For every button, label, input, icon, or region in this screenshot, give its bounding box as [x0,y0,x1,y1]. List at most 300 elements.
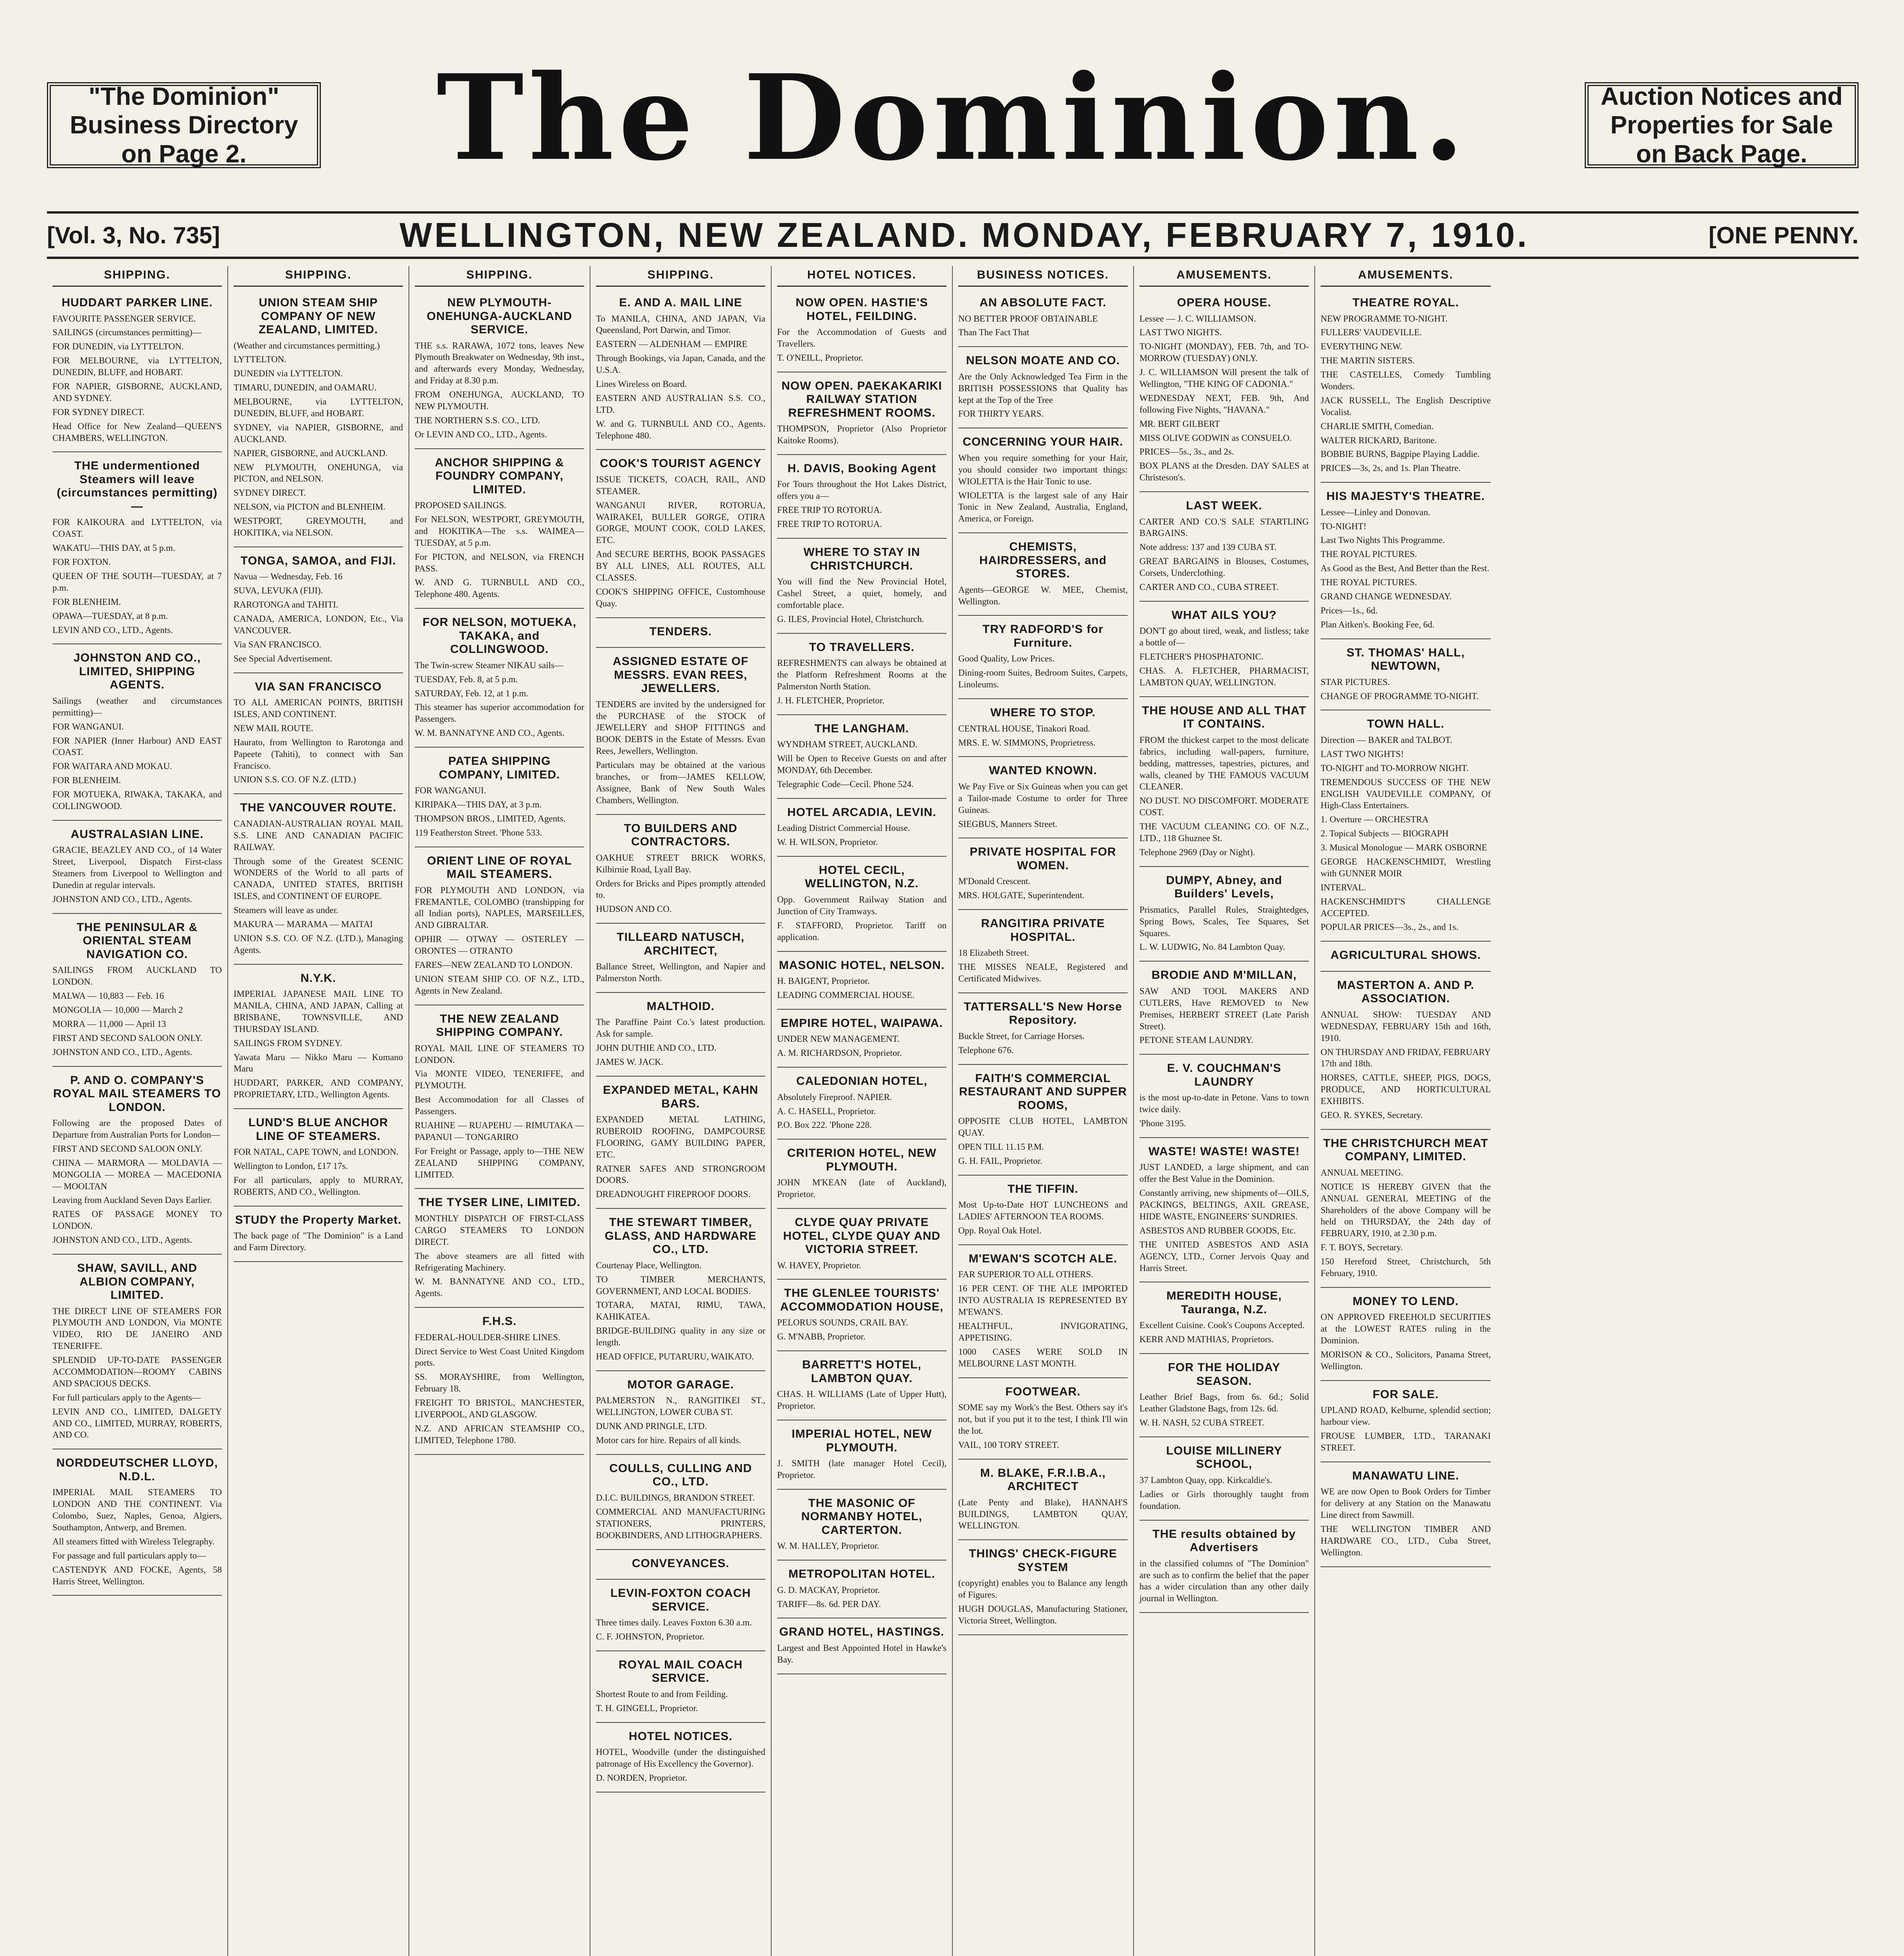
advertisement-title: METROPOLITAN HOTEL. [788,1568,936,1581]
advertisement-title: FOR THE HOLIDAY SEASON. [1168,1361,1281,1388]
advertisement-line: NOTICE IS HEREBY GIVEN that the ANNUAL GENERAL MEETING of the Shareholders of the above Company will be held on THURSDAY, the 24th day of FEBRUARY, 1910, at 2.30 p.m. [1321,1181,1491,1239]
advertisement [777,542,947,634]
advertisement-title: RANGITIRA PRIVATE HOSPITAL. [981,917,1105,944]
advertisement-line: Via SAN FRANCISCO. [234,639,322,649]
advertisement-title: OPERA HOUSE. [1177,296,1271,309]
advertisement-line: FOR PLYMOUTH AND LONDON, via FREMANTLE, COLOMBO (transhipping for all Indian ports), NAPLES, MARSEILLES, AND GIBRALTAR. [415,885,584,930]
advertisement [1321,1291,1491,1381]
advertisement-line: in the classified columns of "The Dominion" are such as to confirm the belief that the paper has a wider circulation than any other daily journal in Wellington. [1139,1558,1309,1604]
advertisement-line: Lessee — J. C. WILLIAMSON. [1139,313,1256,324]
advertisement-title: THE TYSER LINE, LIMITED. [418,1196,581,1209]
advertisement-line: Haurato, from Wellington to Rarotonga and Papeete (Tahiti), to connect with San Francisco. [234,737,403,771]
advertisement-line: FOR DUNEDIN, via LYTTELTON. [52,342,184,352]
advertisement-line: GRAND CHANGE WEDNESDAY. [1321,591,1452,602]
advertisement [234,676,403,795]
advertisement [958,292,1128,347]
advertisement-line: As Good as the Best, And Better than the Rest. [1321,563,1490,573]
advertisement-line: Buckle Street, for Carriage Horses. [958,1031,1085,1041]
masthead [47,35,1859,200]
advertisement-line: HOTEL, Woodville (under the distinguished patronage of His Excellency the Governor). [596,1747,765,1769]
advertisement-title: NOW OPEN. HASTIE'S HOTEL, FEILDING. [795,296,928,323]
advertisement [1321,975,1491,1130]
advertisement-line: SAW AND TOOL MAKERS AND CUTLERS, Have REMOVED to New Premises, HERBERT STREET (Late Parish Street). [1139,986,1309,1031]
advertisement-line: CARTER AND CO., CUBA STREET. [1139,582,1279,592]
advertisement-line: WE are now Open to Book Orders for Timber for delivery at any Station on the Manawatu Line direct from Sawmill. [1321,1487,1491,1520]
advertisement-line: THE ROYAL PICTURES. [1321,577,1417,588]
advertisement [777,802,947,857]
advertisement-line: 150 Hereford Street, Christchurch, 5th February, 1910. [1321,1257,1491,1278]
advertisement-title: FOOTWEAR. [1005,1385,1081,1398]
advertisement-line: SAILINGS FROM AUCKLAND TO LONDON. [52,965,222,987]
advertisement-title: COOK'S TOURIST AGENCY [599,457,762,470]
advertisement-line: W. M. BANNATYNE AND CO., Agents. [415,728,565,738]
advertisement [234,1112,403,1206]
advertisement-line: W. AND G. TURNBULL AND CO., Telephone 480. Agents. [415,577,584,599]
advertisement [777,1493,947,1560]
advertisement [958,1543,1128,1635]
advertisement-line: FIRST AND SECOND SALOON ONLY. [52,1033,203,1043]
advertisement-line: Constantly arriving, new shipments of—OILS, PACKINGS, BELTINGS, AXIL GREASE, HIDE WASTE, ENGINEERS' SUNDRIES. [1139,1188,1309,1222]
advertisement-title: THE undermentioned Steamers will leave (circumstances permitting)— [56,459,218,513]
advertisement-line: RAROTONGA and TAHITI. [234,600,338,610]
advertisement [52,824,222,914]
advertisement-line: Shortest Route to and from Feilding. [596,1689,728,1699]
newspaper-title: The Dominion. [436,48,1469,187]
advertisement-title: CLYDE QUAY PRIVATE HOTEL, CLYDE QUAY AND VICTORIA STREET. [783,1216,941,1256]
advertisement [1139,605,1309,697]
advertisement-line: MALWA — 10,883 — Feb. 16 [52,991,164,1001]
advertisement-line: THE DIRECT LINE OF STEAMERS FOR PLYMOUTH AND LONDON, Via MONTE VIDEO, RIO DE JANEIRO AND TENERIFFE. [52,1306,222,1351]
advertisement-title: BRODIE AND M'MILLAN, [1152,969,1297,982]
advertisement-line: Three times daily. Leaves Foxton 6.30 a.m. [596,1618,752,1627]
advertisement-line: (copyright) enables you to Balance any length of Figures. [958,1578,1128,1600]
advertisement-line: FREE TRIP TO ROTORUA. [777,505,882,515]
advertisement-line: You will find the New Provincial Hotel, Cashel Street, a quiet, homely, and comfortable place. [777,577,947,610]
advertisement-line: The Twin-screw Steamer NIKAU sails— [415,660,563,670]
advertisement [1139,1141,1309,1283]
advertisement-title: JOHNSTON AND CO., LIMITED, SHIPPING AGENTS. [73,651,201,692]
advertisement-line: FROM ONEHUNGA, AUCKLAND, TO NEW PLYMOUTH. [415,390,584,411]
advertisement [596,927,765,993]
advertisement-line: ISSUE TICKETS, COACH, RAIL, AND STEAMER. [596,474,765,496]
advertisement-line: SAILINGS FROM SYDNEY. [234,1038,342,1048]
advertisement-line: ANNUAL MEETING. [1321,1167,1404,1178]
advertisement-line: FREE TRIP TO ROTORUA. [777,519,882,529]
advertisement [777,292,947,372]
advertisement-line: HORSES, CATTLE, SHEEP, PIGS, DOGS, PRODUCE, AND HORTICULTURAL EXHIBITS. [1321,1073,1491,1106]
advertisement-title: N.Y.K. [300,971,337,985]
advertisement-line: THE MISSES NEALE, Registered and Certificated Midwives. [958,962,1128,984]
advertisement-line: STAR PICTURES. [1321,677,1390,687]
advertisement [1321,292,1491,483]
advertisement-line: FOR FOXTON. [52,557,111,567]
advertisement [777,1212,947,1280]
advertisement-title: AN ABSOLUTE FACT. [979,296,1107,309]
advertisement-line: JOHNSTON AND CO., LTD., Agents. [52,894,193,904]
advertisement-line: PELORUS SOUNDS, CRAIL BAY. [777,1318,908,1328]
advertisement-title: LUND'S BLUE ANCHOR LINE OF STEAMERS. [248,1116,389,1143]
advertisement-line: THE s.s. RARAWA, 1072 tons, leaves New Plymouth Breakwater on Wednesday, 9th inst., and afterwards every Monday, Wednesday, and Friday at 8.30 p.m. [415,340,584,386]
advertisement-line: A. C. HASELL, Proprietor. [777,1106,876,1116]
advertisement-line: Lines Wireless on Board. [596,379,687,389]
advertisement [596,621,765,648]
columns [47,266,1859,1956]
advertisement-line: Sailings (weather and circumstances permitting)— [52,696,222,717]
advertisement-line: OAKHUE STREET BRICK WORKS, Kilbirnie Road, Lyall Bay. [596,852,765,874]
advertisement-line: FROUSE LUMBER, LTD., TARANAKI STREET. [1321,1431,1491,1453]
advertisement-line: CARTER AND CO.'S SALE STARTLING BARGAINS. [1139,516,1309,538]
advertisement-line: SUVA, LEVUKA (FIJI). [234,586,323,596]
advertisement [1321,945,1491,972]
advertisement-title: ROYAL MAIL COACH SERVICE. [618,1658,743,1685]
advertisement-line: FARES—NEW ZEALAND TO LONDON. [415,960,573,970]
advertisement-line: KERR AND MATHIAS, Proprietors. [1139,1334,1274,1345]
advertisement-line: Plan Aitken's. Booking Fee, 6d. [1321,619,1435,629]
advertisement-title: TRY RADFORD'S for Furniture. [982,623,1104,649]
advertisement-title: MEREDITH HOUSE, Tauranga, N.Z. [1166,1289,1282,1316]
advertisement-line: This steamer has superior accommodation for Passengers. [415,702,584,724]
advertisement-line: When you require something for your Hair, you should consider two important things: WIOLETTA is the Hair Tonic to use. [958,453,1128,486]
advertisement-line: WAKATU—THIS DAY, at 5 p.m. [52,543,175,553]
advertisement-line: LEVIN AND CO., LTD., Agents. [52,625,173,635]
advertisement-line: Will be Open to Receive Guests on and after MONDAY, 6th December. [777,753,947,775]
advertisement-line: TREMENDOUS SUCCESS OF THE NEW ENGLISH VAUDEVILLE COMPANY, Of High-Class Entertainers. [1321,777,1491,811]
advertisement-title: E. V. COUCHMAN'S LAUNDRY [1167,1062,1281,1088]
advertisement-line: NAPIER, GISBORNE, and AUCKLAND. [234,448,388,458]
advertisement-title: THE MASONIC OF NORMANBY HOTEL, CARTERTON. [801,1496,923,1537]
advertisement-line: WIOLETTA is the largest sale of any Hair Tonic in New Zealand, Australia, England, America, or Foreign. [958,490,1128,524]
advertisement-line: is the most up-to-date in Petone. Vans to town twice daily. [1139,1093,1309,1115]
advertisement-line: M'Donald Crescent. [958,876,1031,886]
advertisement-title: DUMPY, Abney, and Builders' Levels, [1166,874,1283,901]
advertisement-title: SHAW, SAVILL, AND ALBION COMPANY, LIMITED. [77,1262,197,1302]
price: [ONE PENNY. [1708,222,1859,248]
advertisement [52,917,222,1067]
advertisement-line: FOR WAITARA AND MOKAU. [52,761,172,771]
advertisement-line: DON'T go about tired, weak, and listless; take a bottle of— [1139,626,1309,648]
advertisement-line: PALMERSTON N., RANGITIKEI ST., WELLINGTON, LOWER CUBA ST. [596,1395,765,1417]
advertisement [1139,1285,1309,1354]
advertisement-title: MASTERTON A. AND P. ASSOCIATION. [1337,978,1474,1005]
advertisement-line: And SECURE BERTHS, BOOK PASSAGES BY ALL LINES, ALL ROUTES, ALL CLASSES. [596,549,765,583]
advertisement-line: Prismatics, Parallel Rules, Straightedges, Spring Bows, Scales, Tee Squares, Set Squares. [1139,904,1309,938]
advertisement-title: FOR NELSON, MOTUEKA, TAKAKA, and COLLINGWOOD. [422,616,577,656]
advertisement-line: THE ROYAL PICTURES. [1321,549,1417,559]
advertisement-line: Via MONTE VIDEO, TENERIFFE, and PLYMOUTH. [415,1069,584,1091]
advertisement-title: THE TIFFIN. [1008,1182,1078,1196]
advertisement-line: KIRIPAKA—THIS DAY, at 3 p.m. [415,799,542,809]
advertisement [1321,714,1491,942]
advertisement-title: LOUISE MILLINERY SCHOOL, [1166,1444,1282,1471]
advertisement-line: FULLERS' VAUDEVILLE. [1321,327,1422,338]
advertisement-line: COOK'S SHIPPING OFFICE, Customhouse Quay. [596,586,765,608]
advertisement-line: F. T. BOYS, Secretary. [1321,1242,1403,1253]
advertisement-line: CANADIAN-AUSTRALIAN ROYAL MAIL S.S. LINE AND CANADIAN PACIFIC RAILWAY. [234,818,403,852]
advertisement-line: HUDSON AND CO. [596,904,672,914]
advertisement-line: Direction — BAKER and TALBOT. [1321,735,1452,745]
advertisement-line: JUST LANDED, a large shipment, and can offer the Best Value in the Dominion. [1139,1162,1309,1184]
advertisement-line: For passage and full particulars apply to— [52,1550,206,1560]
advertisement-line: FOR MOTUEKA, RIWAKA, TAKAKA, and COLLINGWOOD. [52,789,222,811]
advertisement-line: TENDERS are invited by the undersigned for the PURCHASE of the STOCK of JEWELLERY and SHOP FITTINGS and BOOK DEBTS in the Estate of Messrs. Evan Rees, Jewellers, Wellington. [596,699,765,756]
advertisement-line: WALTER RICKARD, Baritone. [1321,435,1437,445]
advertisement-title: THEATRE ROYAL. [1352,296,1459,309]
advertisement-line: JOHNSTON AND CO., LTD., Agents. [52,1235,193,1245]
advertisement-line: GRACIE, BEAZLEY AND CO., of 14 Water Street, Liverpool, Dispatch First-class Steamers from Liverpool to Wellington and Dunedin at regular intervals. [52,845,222,890]
advertisement [958,1463,1128,1541]
advertisement-title: NOW OPEN. PAEKAKARIKI RAILWAY STATION REFRESHMENT ROOMS. [781,379,942,419]
advertisement-title: THE STEWART TIMBER, GLASS, AND HARDWARE CO., LTD. [605,1216,757,1256]
advertisement [777,458,947,539]
advertisement-line: G. ILES, Provincial Hotel, Christchurch. [777,614,924,624]
advertisement-line: Prices—1s., 6d. [1321,605,1378,615]
auction-notices-ear: Auction Notices and Properties for Sale on Back Page. [1585,82,1859,168]
advertisement [234,968,403,1109]
advertisement-title: PRIVATE HOSPITAL FOR WOMEN. [970,845,1116,872]
advertisement-line: L. W. LUDWIG, No. 84 Lambton Quay. [1139,942,1285,952]
advertisement-title: MASONIC HOTEL, NELSON. [779,958,945,972]
advertisement [415,1009,584,1189]
advertisement-line: RATES OF PASSAGE MONEY TO LONDON. [52,1209,222,1231]
advertisement-title: EXPANDED METAL, KAHN BARS. [603,1084,759,1110]
advertisement-line: SPLENDID UP-TO-DATE PASSENGER ACCOMMODATION—ROOMY CABINS AND SPACIOUS DECKS. [52,1355,222,1388]
advertisement-line: P.O. Box 222. 'Phone 228. [777,1120,872,1130]
advertisement-line: LEADING COMMERCIAL HOUSE. [777,990,915,1000]
advertisement-line: NEW PLYMOUTH, ONEHUNGA, via PICTON, and NELSON. [234,462,403,484]
advertisement-title: CONCERNING YOUR HAIR. [963,435,1123,449]
advertisement-title: GRAND HOTEL, HASTINGS. [779,1625,945,1639]
advertisement-line: Excellent Cuisine. Cook's Coupons Accepted. [1139,1320,1305,1330]
advertisement-title: TO BUILDERS AND CONTRACTORS. [624,822,738,849]
advertisement-title: TATTERSALL'S New Horse Repository. [964,1000,1122,1027]
advertisement [777,1622,947,1674]
advertisement [777,1071,947,1140]
advertisement-line: Ladies or Girls thoroughly taught from foundation. [1139,1489,1309,1511]
advertisement-line: D. NORDEN, Proprietor. [596,1773,687,1783]
advertisement-line: Are the Only Acknowledged Tea Firm in the BRITISH POSSESSIONS that Quality has kept at the Top of the Tree [958,371,1128,405]
advertisement-line: G. D. MACKAY, Proprietor. [777,1585,880,1595]
advertisement-line: FOR WANGANUI. [52,721,124,732]
advertisement-line: Leather Brief Bags, from 6s. 6d.; Solid Leather Gladstone Bags, from 12s. 6d. [1139,1392,1309,1414]
advertisement [596,1458,765,1550]
advertisement-line: MR. BERT GILBERT [1139,419,1220,429]
advertisement [1139,1524,1309,1613]
advertisement-line: UNDER NEW MANAGEMENT. [777,1034,900,1044]
advertisement-title: M'EWAN'S SCOTCH ALE. [968,1252,1118,1265]
advertisement-line: Ballance Street, Wellington, and Napier and Palmerston North. [596,962,765,983]
advertisement-title: FAITH'S COMMERCIAL RESTAURANT AND SUPPER ROOMS, [959,1071,1127,1112]
advertisement-line: DUNK AND PRINGLE, LTD. [596,1421,707,1431]
advertisement-line: W. and G. TURNBULL AND CO., Agents. Telephone 480. [596,419,765,440]
column [1134,266,1315,1956]
advertisement [415,612,584,748]
advertisement-line: H. BAIGENT, Proprietor. [777,976,870,986]
advertisement-line: CHAS. A. FLETCHER, PHARMACIST, LAMBTON QUAY, WELLINGTON. [1139,666,1309,687]
advertisement-line: LAST TWO NIGHTS! [1321,749,1404,759]
advertisement-title: TONGA, SAMOA, and FIJI. [240,554,396,567]
advertisement-line: F. STAFFORD, Proprietor. Tariff on application. [777,920,947,942]
advertisement-line: A. M. RICHARDSON, Proprietor. [777,1048,902,1058]
advertisement-line: DUNEDIN via LYTTELTON. [234,369,343,379]
advertisement-line: G. M'NABB, Proprietor. [777,1332,866,1342]
advertisement [52,647,222,821]
advertisement [958,536,1128,616]
advertisement-line: Motor cars for hire. Repairs of all kinds. [596,1435,741,1445]
advertisement [1139,1357,1309,1437]
advertisement-line: To MANILA, CHINA, AND JAPAN, Via Queensland, Port Darwin, and Timor. [596,313,765,335]
advertisement-line: Most Up-to-Date HOT LUNCHEONS and LADIES' AFTERNOON TEA ROOMS. [958,1200,1128,1222]
advertisement-line: COMMERCIAL AND MANUFACTURING STATIONERS, PRINTERS, BOOKBINDERS, AND LITHOGRAPHERS. [596,1507,765,1540]
advertisement-line: RATNER SAFES AND STRONGROOM DOORS. [596,1163,765,1185]
column-heading: SHIPPING. [415,266,584,287]
advertisement-line: WESTPORT, GREYMOUTH, and HOKITIKA, via NELSON. [234,516,403,538]
advertisement-line: NO BETTER PROOF OBTAINABLE [958,313,1098,324]
advertisement-title: HOTEL CECIL, WELLINGTON, N.Z. [805,863,919,890]
advertisement-line: FEDERAL-HOULDER-SHIRE LINES. [415,1332,560,1342]
advertisement-title: VIA SAN FRANCISCO [255,680,382,693]
advertisement [1321,1133,1491,1288]
advertisement-line: OPAWA—TUESDAY, at 8 p.m. [52,611,168,621]
advertisement-title: MONEY TO LEND. [1352,1294,1459,1308]
advertisement-line: BOBBIE BURNS, Bagpipe Playing Laddie. [1321,449,1480,459]
column [1315,266,1496,1956]
advertisement-title: P. AND O. COMPANY'S ROYAL MAIL STEAMERS TO LONDON. [53,1073,221,1114]
column-heading: AMUSEMENTS. [1139,266,1309,287]
advertisement-line: Agents—GEORGE W. MEE, Chemist, Wellington. [958,584,1128,606]
advertisement-line: LEVIN AND CO., LIMITED, DALGETY AND CO., LIMITED, MURRAY, ROBERTS, AND CO. [52,1406,222,1440]
advertisement-line: Opp. Royal Oak Hotel. [958,1226,1042,1236]
advertisement-title: ASSIGNED ESTATE OF MESSRS. EVAN REES, JEWELLERS. [613,655,749,695]
advertisement-line: SATURDAY, Feb. 12, at 1 p.m. [415,688,529,698]
advertisement [234,550,403,673]
advertisement-line: WYNDHAM STREET, AUCKLAND. [777,739,918,750]
advertisement-line: 119 Featherston Street. 'Phone 533. [415,827,542,838]
advertisement-line: MRS. E. W. SIMMONS, Proprietress. [958,737,1096,748]
advertisement-line: SOME say my Work's the Best. Others say it's not, but if you put it to the test, I think I'll win the lot. [958,1402,1128,1436]
advertisement-line: C. F. JOHNSTON, Proprietor. [596,1631,704,1641]
advertisement-line: MRS. HOLGATE, Superintendent. [958,890,1085,901]
advertisement [234,1210,403,1262]
advertisement [958,1179,1128,1245]
advertisement [958,702,1128,757]
advertisement-line: J. SMITH (late manager Hotel Cecil), Proprietor. [777,1458,947,1480]
advertisement-title: BARRETT'S HOTEL, LAMBTON QUAY. [802,1358,921,1385]
advertisement-line: (Late Penty and Blake), HANNAH'S BUILDINGS, LAMBTON QUAY, WELLINGTON. [958,1497,1128,1531]
advertisement-line: THOMPSON, Proprietor (Also Proprietor Kaitoke Rooms). [777,424,947,446]
advertisement-line: We Pay Five or Six Guineas when you can get a Tailor-made Costume to order for Three Guineas. [958,781,1128,815]
advertisement-title: PATEA SHIPPING COMPANY, LIMITED. [439,755,560,781]
advertisement-line: Telephone 2969 (Day or Night). [1139,847,1255,857]
advertisement-line: PROPOSED SAILINGS. [415,500,506,511]
advertisement [958,996,1128,1065]
advertisement-title: CRITERION HOTEL, NEW PLYMOUTH. [787,1147,937,1173]
advertisement-title: FOR SALE. [1372,1388,1439,1401]
advertisement-line: The back page of "The Dominion" is a Land and Farm Directory. [234,1231,403,1253]
advertisement-line: TO-NIGHT and TO-MORROW NIGHT. [1321,763,1469,773]
advertisement-line: LAST TWO NIGHTS. [1139,327,1222,338]
advertisement [596,1212,765,1371]
advertisement-title: THE LANGHAM. [814,722,909,735]
advertisement-line: UNION S.S. CO. OF N.Z. (LTD.), Managing Agents. [234,933,403,955]
column [953,266,1134,1956]
advertisement-line: BOX PLANS at the Dresden. DAY SALES at Christeson's. [1139,461,1309,483]
advertisement-line: T. H. GINGELL, Proprietor. [596,1703,698,1713]
advertisement-title: HUDDART PARKER LINE. [61,296,213,309]
advertisement-line: 3. Musical Monologue — MARK OSBORNE [1321,843,1487,853]
advertisement-line: TO TIMBER MERCHANTS, GOVERNMENT, AND LOCAL BODIES. [596,1274,765,1296]
advertisement-title: THE PENINSULAR & ORIENTAL STEAM NAVIGATION CO. [76,920,198,961]
advertisement-line: Yawata Maru — Nikko Maru — Kumano Maru [234,1052,403,1074]
advertisement-line: EVERYTHING NEW. [1321,342,1402,352]
advertisement-line: FOR NAPIER (Inner Harbour) AND EAST COAST. [52,735,222,757]
advertisement-title: M. BLAKE, F.R.I.B.A., ARCHITECT [980,1466,1106,1493]
advertisement-line: JACK RUSSELL, The English Descriptive Vocalist. [1321,395,1491,417]
advertisement-line: EXPANDED METAL LATHING, RUBEROID ROOFING, DAMPCOURSE FLOORING, GAMY BUILDING PAPER, ETC. [596,1115,765,1160]
advertisement-line: T. O'NEILL, Proprietor. [777,352,864,363]
advertisement [1139,1440,1309,1521]
advertisement-line: 1. Overture — ORCHESTRA [1321,814,1429,825]
advertisement-line: D.I.C. BUILDINGS, BRANDON STREET. [596,1492,755,1503]
advertisement-line: Orders for Bricks and Pipes promptly attended to. [596,878,765,900]
advertisement-line: OPHIR — OTWAY — OSTERLEY — ORONTES — OTRANTO [415,934,584,956]
city-date: WELLINGTON, NEW ZEALAND. MONDAY, FEBRUARY 7, 1910. [400,216,1529,254]
advertisement-line: MELBOURNE, via LYTTELTON, DUNEDIN, BLUFF, and HOBART. [234,397,403,418]
advertisement-line: Best Accommodation for all Classes of Passengers. [415,1095,584,1116]
advertisement-line: THE VACUUM CLEANING CO. OF N.Z., LTD., 118 Ghuznee St. [1139,822,1309,843]
advertisement-line: W. M. BANNATYNE AND CO., LTD., Agents. [415,1276,584,1298]
advertisement-line: Or LEVIN AND CO., LTD., Agents. [415,429,547,439]
advertisement-line: WANGANUI RIVER, ROTORUA, WAIRAKEI, BULLER GORGE, OTIRA GORGE, MOUNT COOK, COLD LAKES, ETC. [596,500,765,545]
advertisement-line: SYDNEY, via NAPIER, GISBORNE, and AUCKLAND. [234,422,403,444]
advertisement-line: CHINA — MARMORA — MOLDAVIA — MONGOLIA — MOREA — MACEDONIA — MOOLTAN [52,1158,222,1191]
advertisement [596,1583,765,1651]
column [47,266,228,1956]
advertisement-title: MALTHOID. [646,1000,715,1013]
advertisement-title: WASTE! WASTE! WASTE! [1148,1145,1300,1158]
advertisement [52,1453,222,1596]
advertisement-title: NELSON MOATE AND CO. [966,354,1120,367]
advertisement [1139,870,1309,962]
advertisement [777,1013,947,1068]
advertisement-line: CHARLIE SMITH, Comedian. [1321,421,1434,431]
advertisement-line: IMPERIAL JAPANESE MAIL LINE TO MANILA, CHINA, AND JAPAN, Calling at BRISBANE, TOWNSVILLE, AND THURSDAY ISLAND. [234,989,403,1034]
advertisement-line: Leading District Commercial House. [777,823,910,833]
advertisement [52,292,222,452]
advertisement-line: G. H. FAIL, Proprietor. [958,1156,1042,1166]
advertisement-line: UNION STEAM SHIP CO. OF N.Z., LTD., Agents in New Zealand. [415,974,584,996]
advertisement-line: FOR SYDNEY DIRECT. [52,407,145,417]
advertisement [958,1068,1128,1176]
advertisement-line: 1000 CASES WERE SOLD IN MELBOURNE LAST MONTH. [958,1347,1128,1368]
advertisement-line: JOHN M'KEAN (late of Auckland), Proprietor. [777,1178,947,1199]
advertisement [415,292,584,449]
advertisement-line: Steamers will leave as under. [234,905,338,915]
advertisement-title: TO TRAVELLERS. [809,640,915,654]
advertisement [958,350,1128,428]
advertisement [1139,292,1309,492]
advertisement-line: FAR SUPERIOR TO ALL OTHERS. [958,1269,1093,1280]
advertisement-title: TILLEARD NATUSCH, ARCHITECT, [617,931,745,957]
advertisement-line: TO-NIGHT! [1321,521,1367,531]
advertisement [958,1381,1128,1460]
advertisement-title: THE VANCOUVER ROUTE. [240,801,397,814]
advertisement [777,1424,947,1490]
advertisement-line: Leaving from Auckland Seven Days Earlier. [52,1195,212,1205]
advertisement-line: REFRESHMENTS can always be obtained at the Platform Refreshment Rooms at the Palmerston North Station. [777,658,947,691]
advertisement-line: LYTTELTON. [234,354,287,365]
advertisement-line: Direct Service to West Coast United Kingdom ports. [415,1346,584,1368]
advertisement-line: N.Z. AND AFRICAN STEAMSHIP CO., LIMITED, Telephone 1780. [415,1423,584,1445]
